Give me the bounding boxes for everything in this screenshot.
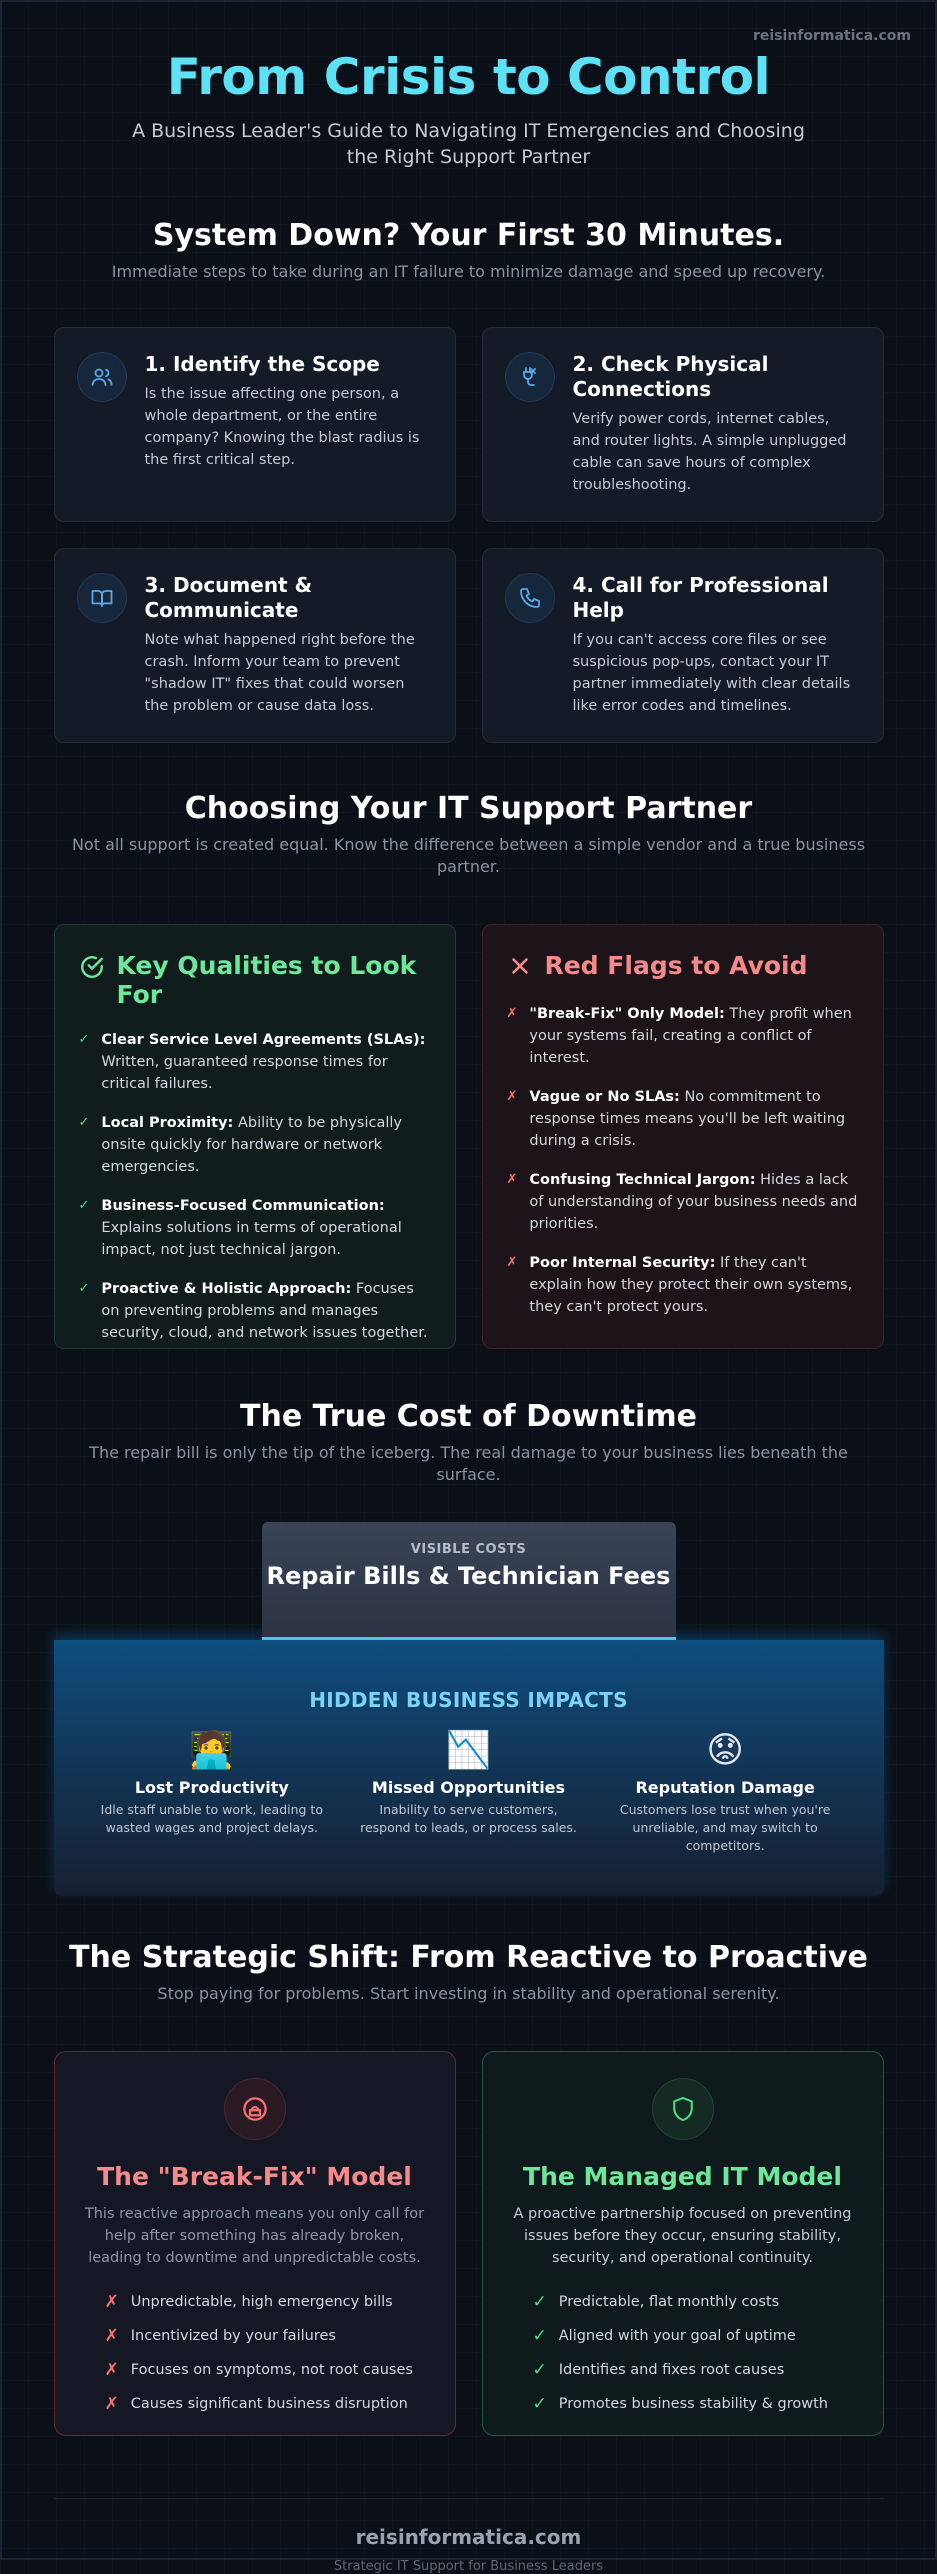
partner-title: Choosing Your IT Support Partner (184, 791, 753, 826)
list-item: ✗ Causes significant business disruption (104, 2394, 408, 2414)
impact-title: Lost Productivity (134, 1778, 289, 1797)
model-grid (54, 2051, 884, 2436)
step-card (54, 548, 456, 743)
cross-icon: ✗ (104, 2394, 119, 2414)
list-item: ✗ Incentivized by your failures (104, 2326, 336, 2346)
check-icon: ✓ (532, 2394, 547, 2414)
chart-down-icon: 📉 (446, 1730, 491, 1771)
impact-item (353, 1730, 583, 1855)
x-icon (507, 953, 533, 983)
cross-icon: ✗ (506, 1089, 518, 1104)
managed-it-list (511, 2291, 855, 2415)
list-item: ✗ Unpredictable, high emergency bills (104, 2292, 393, 2312)
impact-title: Missed Opportunities (371, 1778, 566, 1797)
list-item: ✓ Identifies and fixes root causes (532, 2360, 785, 2380)
check-circle-icon (79, 954, 105, 984)
list-item: ✓ Local Proximity: Ability to be physically onsite quickly for hardware or network emergencies. (79, 1112, 431, 1178)
worried-face-icon: 😟 (706, 1730, 744, 1771)
break-fix-list (83, 2291, 427, 2415)
step-card (482, 327, 884, 522)
step-text: If you can't access core files or see suspicious pop-ups, contact your IT partner immediately with clear details like error codes and timelines. (572, 632, 851, 714)
step-title: 1. Identify the Scope (144, 352, 380, 376)
step-title: 3. Document & Communicate (144, 573, 313, 622)
impact-text: Inability to serve customers, respond to leads, or process sales. (360, 1802, 577, 1835)
step-title: 2. Check Physical Connections (572, 352, 769, 401)
emergency-icon (224, 2078, 286, 2140)
check-icon: ✓ (532, 2360, 547, 2380)
check-icon: ✓ (78, 1115, 90, 1130)
downtime-subtitle: The repair bill is only the tip of the iceberg. The real damage to your business lies beneath the surface. (89, 1443, 848, 1484)
unplugged-icon (505, 352, 555, 402)
step-card (482, 548, 884, 743)
check-icon: ✓ (78, 1032, 90, 1047)
impact-item (97, 1730, 327, 1855)
downtime-title: The True Cost of Downtime (240, 1399, 697, 1434)
footer-tagline: Strategic IT Support for Business Leaders (333, 2559, 604, 2574)
visible-costs-box (262, 1522, 676, 1640)
shift-subtitle: Stop paying for problems. Start investing in stability and operational serenity. (157, 1984, 780, 2003)
list-item: ✗ Confusing Technical Jargon: Hides a lack of understanding of your business needs and priorities. (507, 1169, 859, 1235)
first-steps-subtitle: Immediate steps to take during an IT failure to minimize damage and speed up recovery. (111, 262, 826, 281)
impact-text: Idle staff unable to work, leading to wasted wages and project delays. (100, 1802, 323, 1835)
check-icon: ✓ (78, 1281, 90, 1296)
page-subtitle: A Business Leader's Guide to Navigating IT Emergencies and Choosing the Right Support Partner (132, 120, 805, 168)
list-item: ✗ Poor Internal Security: If they can't explain how they protect their own systems, they can't protect yours. (507, 1252, 859, 1318)
check-icon: ✓ (532, 2326, 547, 2346)
list-item: ✓ Predictable, flat monthly costs (532, 2292, 780, 2312)
shift-title: The Strategic Shift: From Reactive to Proactive (69, 1940, 868, 1975)
steps-grid (54, 327, 884, 743)
list-item: ✗ "Break-Fix" Only Model: They profit when your systems fail, creating a conflict of interest. (507, 1003, 859, 1069)
impact-text: Customers lose trust when you're unreliable, and may switch to competitors. (619, 1802, 831, 1853)
step-text: Note what happened right before the crash. Inform your team to prevent "shadow IT" fixes that could worsen the problem or cause data loss. (144, 632, 415, 714)
page-title: From Crisis to Control (166, 48, 771, 106)
managed-it-card (482, 2051, 884, 2436)
shield-icon (652, 2078, 714, 2140)
cross-icon: ✗ (506, 1255, 518, 1270)
cross-icon: ✗ (506, 1172, 518, 1187)
phone-icon (505, 573, 555, 623)
step-card (54, 327, 456, 522)
brand-top: reisinformatica.com (752, 28, 911, 44)
impact-item (610, 1730, 840, 1855)
cross-icon: ✗ (506, 1006, 518, 1021)
first-steps-title: System Down? Your First 30 Minutes. (152, 218, 785, 253)
partner-grid (54, 924, 884, 1349)
list-item: ✓ Proactive & Holistic Approach: Focuses on preventing problems and manages security, cloud, and network issues together. (79, 1278, 431, 1344)
list-item: ✓ Promotes business stability & growth (532, 2394, 828, 2414)
red-flags-title: Red Flags to Avoid (544, 951, 808, 980)
cross-icon: ✗ (104, 2326, 119, 2346)
list-item: ✗ Focuses on symptoms, not root causes (104, 2360, 413, 2380)
footer (54, 2498, 884, 2574)
list-item: ✗ Vague or No SLAs: No commitment to response times means you'll be left waiting during a crisis. (507, 1086, 859, 1152)
cross-icon: ✗ (104, 2360, 119, 2380)
step-title: 4. Call for Professional Help (572, 573, 829, 622)
technologist-icon: 🧑‍💻 (189, 1730, 235, 1771)
footer-brand[interactable]: reisinformatica.com (355, 2525, 582, 2549)
hidden-impacts-label: HIDDEN BUSINESS IMPACTS (309, 1688, 628, 1712)
partner-subtitle: Not all support is created equal. Know the difference between a simple vendor and a true business partner. (71, 835, 866, 876)
step-text: Is the issue affecting one person, a whole department, or the entire company? Knowing the blast radius is the first critical step. (144, 386, 420, 468)
qualities-list (79, 1029, 431, 1344)
qualities-card (54, 924, 456, 1349)
managed-it-desc: A proactive partnership focused on preventing issues before they occur, ensuring stability, security, and operational continuity. (513, 2206, 852, 2266)
book-icon (77, 573, 127, 623)
break-fix-card (54, 2051, 456, 2436)
managed-it-title: The Managed IT Model (523, 2162, 842, 2191)
cross-icon: ✗ (104, 2292, 119, 2312)
list-item: ✓ Aligned with your goal of uptime (532, 2326, 796, 2346)
red-flags-list (507, 1003, 859, 1318)
visible-costs-value: Repair Bills & Technician Fees (266, 1562, 671, 1590)
iceberg-graphic (54, 1522, 884, 1896)
red-flags-card (482, 924, 884, 1349)
visible-costs-label: VISIBLE COSTS (410, 1542, 527, 1557)
break-fix-desc: This reactive approach means you only call for help after something has already broken, leading to downtime and unpredictable costs. (84, 2206, 425, 2266)
list-item: ✓ Business-Focused Communication: Explains solutions in terms of operational impact, not just technical jargon. (79, 1195, 431, 1261)
list-item: ✓ Clear Service Level Agreements (SLAs): Written, guaranteed response times for critical failures. (79, 1029, 431, 1095)
check-icon: ✓ (532, 2292, 547, 2312)
qualities-title: Key Qualities to Look For (116, 951, 417, 1009)
impact-title: Reputation Damage (635, 1778, 815, 1797)
break-fix-title: The "Break-Fix" Model (97, 2162, 412, 2191)
hidden-impacts-box (54, 1640, 884, 1896)
users-icon (77, 352, 127, 402)
step-text: Verify power cords, internet cables, and router lights. A simple unplugged cable can save hours of complex troubleshooting. (572, 411, 847, 493)
check-icon: ✓ (78, 1198, 90, 1213)
